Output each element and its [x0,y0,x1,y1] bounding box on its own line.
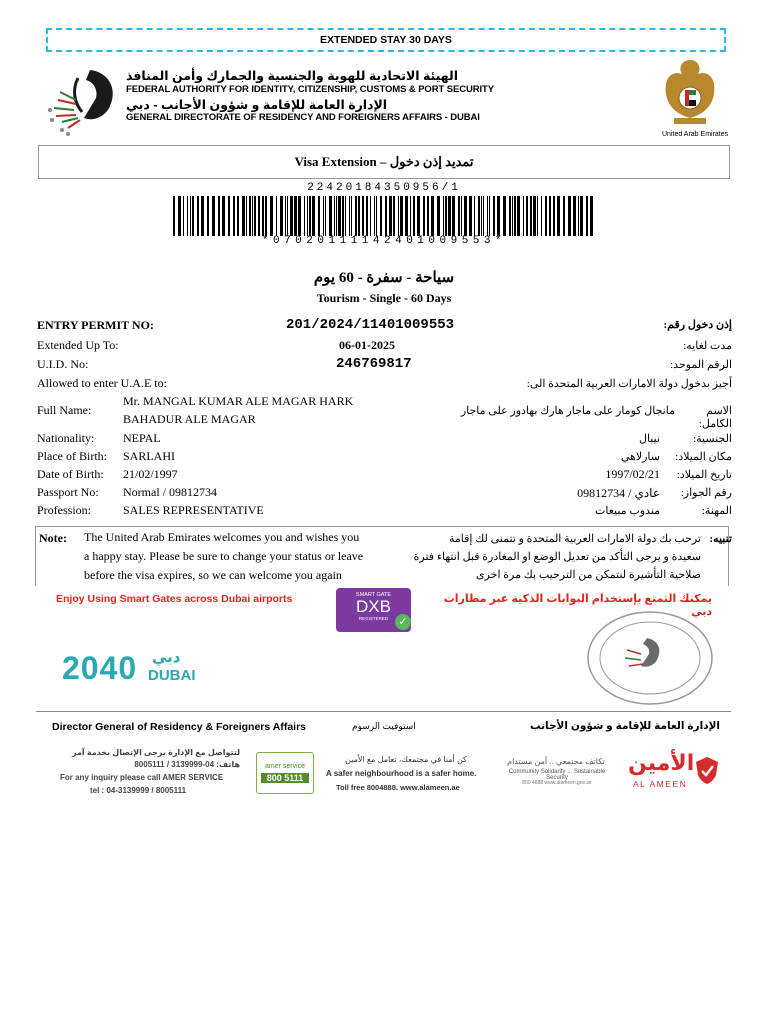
barcode-bar [423,196,425,236]
barcode-bar [254,196,256,236]
barcode-bar [252,196,253,236]
place-of-birth-label-ar: مكان الميلاد: [675,451,732,463]
profession-value-ar: مندوب مبيعات [595,505,660,517]
barcode-bar [233,196,235,236]
passport-value-ar: عادي / 09812734 [577,486,660,500]
barcode-bar [469,196,472,236]
note-box-left-edge [35,526,36,586]
barcode-bar [362,196,364,236]
barcode-bar [287,196,288,236]
extended-up-to-label-ar: مدت لغايه: [683,340,732,352]
barcode-bar [242,196,245,236]
smart-gates-text-en: Enjoy Using Smart Gates across Dubai airports [56,593,293,605]
profession-value: SALES REPRESENTATIVE [123,503,264,517]
barcode-bar [497,196,500,236]
barcode-bar [183,196,184,236]
passport-value: Normal / 09812734 [123,485,217,499]
barcode-bar [563,196,565,236]
amer-text-en-1: For any inquiry please call AMER SERVICE [60,773,224,782]
barcode-bar [190,196,191,236]
document-title: Visa Extension – تمديد إذن دخول [38,145,730,179]
barcode-bar [207,196,209,236]
entry-permit-value: 201/2024/11401009553 [286,317,455,333]
barcode-bar [228,196,230,236]
note-label-ar: تنبيه: [709,533,732,545]
check-icon: ✓ [395,614,411,630]
barcode-bar [349,196,350,236]
barcode-bar [549,196,551,236]
official-stamp [585,608,715,708]
barcode-bar [557,196,560,236]
passport-label-ar: رقم الجواز: [680,487,732,499]
uae-emblem [660,54,720,130]
barcode-bar [405,196,408,236]
place-of-birth-value-ar: سارلاهي [620,451,660,463]
permit-type-en: Tourism - Single - 60 Days [316,291,452,305]
shield-icon [694,755,720,785]
barcode-bar [334,196,335,236]
barcode-bar [410,196,411,236]
amer-text-ar-1: لتتواصل مع الإدارة يرجى الإتصال بخدمة آمر [71,748,240,757]
dubai-2040-logo [62,650,197,690]
barcode-bar [578,196,579,236]
date-of-birth-label: Date of Birth: [37,467,104,481]
barcode-bar [533,196,536,236]
ameen-text-ar: كن أمنا في مجتمعك، تعامل مع الأمين [345,755,467,764]
barcode-bar [541,196,542,236]
barcode-bar [187,196,188,236]
barcode-bar [290,196,293,236]
footer-divider [36,711,731,712]
ameen-text-en-2: Toll free 8004888. www.alameen.ae [336,783,460,792]
barcode-bar [376,196,377,236]
barcode-bar [178,196,181,236]
nationality-value: NEPAL [123,431,161,445]
director-general-ar: الإدارة العامة للإقامة و شؤون الأجانب [529,720,720,732]
barcode-bar [262,196,264,236]
barcode-bar [374,196,375,236]
barcode-bar [329,196,332,236]
barcode-bar [201,196,204,236]
barcode-bar [537,196,538,236]
uid-label: U.I.D. No: [37,357,89,371]
falcon-logo [38,60,122,140]
profession-label-ar: المهنة: [701,505,732,517]
barcode-bar [325,196,326,236]
dubai-logo-en: DUBAI [148,667,196,684]
dubai-logo-ar: دبي [152,649,181,666]
place-of-birth-label: Place of Birth: [37,449,107,463]
barcode-bar [437,196,440,236]
barcode-bar [398,196,399,236]
amer-badge-label: amer service [264,763,306,770]
ameen-text-en-1: A safer neighbourhood is a safer home. [326,769,477,778]
barcode-bar [481,196,482,236]
barcode-bar [452,196,455,236]
barcode-bar [312,196,315,236]
amer-text-en-2: tel : 04-3139999 / 8005111 [90,786,187,795]
barcode-bar [237,196,239,236]
nationality-value-ar: نيبال [638,433,660,445]
amer-badge-number: 800 5111 [261,773,309,783]
uid-label-ar: الرقم الموحد: [670,359,732,371]
barcode-bar [338,196,341,236]
community-text-ar: تكاتف مجتمعي .. أمن مستدام [507,757,605,766]
alameen-logo-ar: الأمين [628,750,695,775]
barcode-bar [304,196,305,236]
barcode-bar [351,196,352,236]
barcode-top-number: 22420184350956/1 [307,182,461,194]
authority-name-en: FEDERAL AUTHORITY FOR IDENTITY, CITIZENSHIP, CUSTOMS & PORT SECURITY [126,84,494,95]
barcode-bar [514,196,516,236]
barcode-bar [345,196,346,236]
barcode-bar [464,196,467,236]
community-text-en: Community Solidarity ... Sustainable Security [508,769,606,781]
barcode-bar [265,196,267,236]
note-text-en-3: before the visa expires, so we can welcome you again [84,568,342,582]
full-name-line1: Mr. MANGAL KUMAR ALE MAGAR HARK [123,394,354,408]
barcode-bar [417,196,420,236]
date-of-birth-value: 21/02/1997 [123,467,178,481]
date-of-birth-value-ar: 1997/02/21 [605,467,660,481]
amer-service-badge [256,752,314,794]
barcode-bar [318,196,320,236]
note-text-ar-3: صلاحية التأشيرة لنتمكن من الترحيب بك مرة اخرى [476,569,701,581]
uid-value: 246769817 [336,356,412,372]
note-text-en-2: a happy stay. Please be sure to change your status or leave [84,549,364,563]
barcode-bar [246,196,247,236]
note-label: Note: [39,531,67,545]
nationality-label: Nationality: [37,431,95,445]
note-text-ar-2: سعيدة و يرجى التأكد من تعديل الوضع او المغادرة قبل انتهاء فترة [413,551,701,563]
barcode-bottom-number: *07020111142401009553* [261,235,507,247]
full-name-label: Full Name: [37,403,92,417]
nationality-label-ar: الجنسية: [693,433,732,445]
smart-gate-badge-bottom: REGISTERED [358,616,389,621]
extended-stay-banner: EXTENDED STAY 30 DAYS [46,28,726,52]
extended-up-to-value: 06-01-2025 [339,338,395,352]
barcode-bar [173,196,175,236]
barcode-bar [509,196,511,236]
barcode-bar [448,196,451,236]
note-text-en-1: The United Arab Emirates welcomes you and wishes you [84,530,360,544]
barcode-bar [413,196,415,236]
barcode-bar [280,196,283,236]
full-name-value-ar: مانجال كومار على ماجار هارك بهادور على ماجار [460,405,675,417]
amer-text-ar-2: هاتف: 04-3139999 / 8005111 [134,760,240,769]
passport-label: Passport No: [37,485,99,499]
entry-permit-label-ar: إذن دخول رقم: [663,319,732,331]
barcode-bar [309,196,311,236]
barcode-bar [523,196,524,236]
barcode-bar [197,196,199,236]
dubai-2040-number: 2040 [62,650,138,686]
barcode-bar [461,196,462,236]
barcode-bar [487,196,488,236]
barcode-bar [489,196,490,236]
barcode-bar [358,196,360,236]
community-small-text: 800 4888 www.alameen.gov.ae [522,780,592,786]
barcode-bar [285,196,286,236]
barcode-bar [553,196,555,236]
extended-up-to-label: Extended Up To: [37,338,119,352]
barcode-bar [370,196,371,236]
alameen-logo-en: AL AMEEN [633,779,688,789]
barcode-bar [445,196,447,236]
allowed-label-ar: أجيز بدخول دولة الامارات العربية المتحدة الى: [526,378,732,390]
smart-gate-badge-top: SMART GATE [355,592,392,598]
place-of-birth-value: SARLAHI [123,449,176,463]
barcode-bar [503,196,506,236]
barcode-bar [355,196,357,236]
barcode-bar [530,196,532,236]
director-general-en: Director General of Residency & Foreigners Affairs [52,721,307,733]
barcode-bar [212,196,215,236]
barcode-bar [431,196,434,236]
barcode-bar [493,196,495,236]
barcode-bar [192,196,194,236]
barcode-bar [218,196,220,236]
directorate-name-en: GENERAL DIRECTORATE OF RESIDENCY AND FOREIGNERS AFFAIRS - DUBAI [126,112,480,123]
barcode-bar [222,196,225,236]
barcode-bar [478,196,480,236]
barcode-bar [307,196,308,236]
barcode-bar [427,196,429,236]
barcode-bar [294,196,297,236]
full-name-label-ar: الاسم الكامل: [698,405,732,430]
barcode-bar [568,196,571,236]
barcode-bar [573,196,576,236]
barcode [173,196,597,236]
date-of-birth-label-ar: تاريخ الميلاد: [676,469,732,481]
allowed-label: Allowed to enter U.A.E to: [37,376,167,390]
barcode-bar [512,196,513,236]
barcode-bar [385,196,387,236]
smart-gate-badge-main: DXB [356,597,391,616]
fees-paid-signature: استوفيت الرسوم [352,721,416,731]
barcode-bar [586,196,588,236]
barcode-bar [580,196,583,236]
barcode-bar [545,196,547,236]
barcode-bar [380,196,382,236]
barcode-bar [298,196,301,236]
barcode-bar [366,196,368,236]
barcode-bar [270,196,273,236]
entry-permit-label: ENTRY PERMIT NO: [37,318,154,332]
barcode-bar [443,196,444,236]
barcode-bar [474,196,475,236]
barcode-bar [400,196,403,236]
permit-type-ar: سياحة - سفرة - 60 يوم [313,270,455,286]
barcode-bar [258,196,260,236]
barcode-bar [336,196,337,236]
full-name-line2: BAHADUR ALE MAGAR [123,412,256,426]
barcode-bar [323,196,324,236]
barcode-bar [517,196,520,236]
authority-name-ar: الهيئة الاتحادية للهوية والجنسية والجمارك وأمن المنافذ [126,69,459,83]
note-text-ar-1: ترحب بك دولة الامارات العربية المتحدة و تتمنى لك إقامة [449,533,701,545]
barcode-bar [393,196,395,236]
uae-caption: United Arab Emirates [662,131,729,138]
barcode-bar [276,196,277,236]
profession-label: Profession: [37,503,91,517]
smart-gates-text-ar: يمكنك التمتع بإستخدام البوابات الذكية عبر مطارات دبي [443,593,712,618]
barcode-bar [483,196,484,236]
barcode-bar [389,196,392,236]
barcode-bar [342,196,344,236]
barcode-bar [249,196,251,236]
directorate-name-ar: الإدارة العامة للإقامة و شؤون الأجانب - دبي [126,98,388,112]
barcode-bar [458,196,460,236]
barcode-bar [526,196,528,236]
barcode-bar [590,196,593,236]
